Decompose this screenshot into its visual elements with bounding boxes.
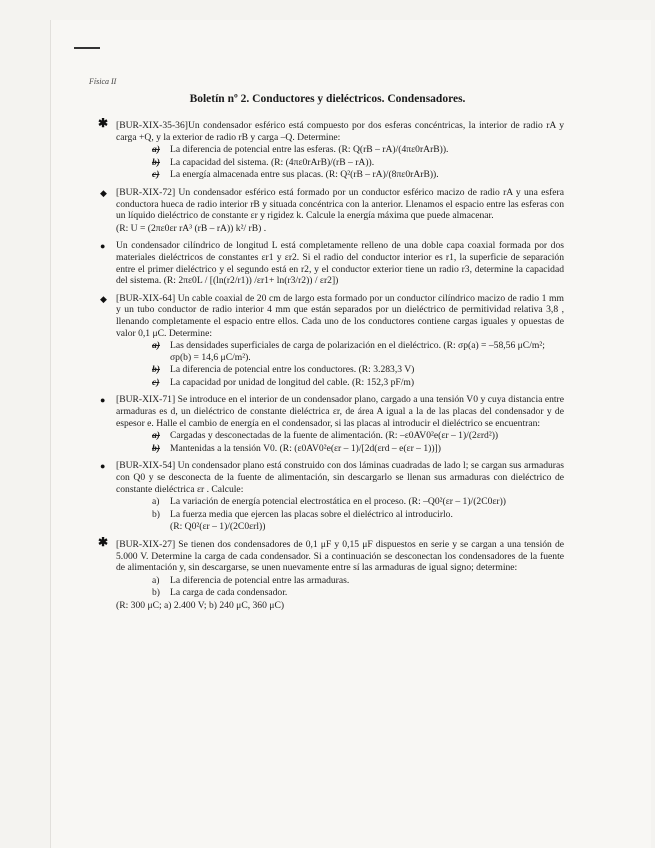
item-text: Mantenidas a la tensión V0. (R: (ε0AV0²e(εr – 1)/[2d(εrd – e(εr – 1))]) [170,442,441,454]
problem-text: [BUR-XIX-71] Se introduce en el interior de un condensador plano, cargado a una tensión V0 y cuya distancia entre armaduras es d, un dieléctrico de constante dieléctrica εr, de área A igual a la de las placas del condensador y de espesor e. Halle el cambio de energía en el condensador, si las placas al introducir el dieléctrico se encuentran: [116,394,564,429]
sub-item [116,443,564,455]
item-text: La diferencia de potencial entre las armaduras. [170,574,350,586]
item-mark: a) [152,496,160,508]
asterisk-bullet-icon: ✱ [98,116,109,130]
problem-3 [98,240,564,286]
sub-item [116,377,564,389]
sub-item [116,496,564,508]
problem-5 [98,394,564,454]
item-mark: b) [152,587,160,599]
problem-7 [98,535,564,612]
sub-item [116,157,564,169]
item-text: La diferencia de potencial entre los conductores. (R: 3.283,3 V) [170,364,415,376]
sub-item [116,364,564,376]
item-mark: a) [152,144,160,156]
dot-bullet-icon: ● [100,241,106,252]
diamond-bullet-icon: ◆ [100,293,107,304]
item-text: Cargadas y desconectadas de la fuente de alimentación. (R: –ε0AV0²e(εr – 1)/(2εrd²)) [170,430,499,442]
item-text: La energía almacenada entre sus placas. (R: Q²(rB – rA)/(8πε0rArB)). [170,169,439,181]
sub-item [116,144,564,156]
item-text: Las densidades superficiales de carga de polarización en el dieléctrico. (R: σp(a) = –58,56 μC/m²; σp(b) = 14,6 μC/m²). [170,340,545,363]
answer: (R: U = (2πε0εr rA³ (rB – rA)) k²/ rB) . [116,222,267,234]
sub-item [116,430,564,442]
document-title: Boletín nº 2. Conductores y dieléctricos. Condensadores. [189,93,466,105]
sub-item [116,169,564,181]
problem-2 [98,187,564,234]
problem-text: [BUR-XIX-72] Un condensador esférico está formado por un conductor esférico macizo de radio rA y una esfera conductora hueca de radio interior rB y situada concéntrica con la anterior. Llenamos el espacio entre las esferas con un líquido dieléctrico de constante εr y rigidez k. Calcule la energía máxima que puede almacenar. [116,186,564,222]
answer: (R: Q0²(εr – 1)/(2C0εrl)) [170,521,266,533]
sub-item [116,509,564,521]
item-text: La carga de cada condensador. [170,587,288,599]
problem-list [98,116,564,618]
item-text: La fuerza media que ejercen las placas sobre el dieléctrico al introducirlo. [170,508,453,520]
problem-text: Un condensador cilíndrico de longitud L está completamente relleno de una doble capa coaxial formada por dos materiales dieléctricos de constantes εr1 y εr2. Si el radio del conductor interior es r1, la superficie de separación entre el primer dieléctrico y el segundo está en r2, y el conductor exterior tiene un radio r3, determine la capacidad del sistema. (R: 2πε0L / [(ln(r2/r1)) /εr1+ ln(r3/r2)) / εr2]) [116,240,564,287]
item-text: La variación de energía potencial electrostática en el proceso. (R: –Q0²(εr – 1)/(2C0εr)) [170,496,507,508]
sub-item [116,340,564,363]
item-mark: a) [152,340,160,352]
item-mark: a) [152,430,160,442]
item-mark: b) [152,364,160,376]
item-text: La diferencia de potencial entre las esferas. (R: Q(rB – rA)/(4πε0rArB)). [170,144,449,156]
answer: (R: 300 μC; a) 2.400 V; b) 240 μC, 360 μC) [116,599,285,611]
item-mark: a) [152,574,160,586]
problem-text: [BUR-XIX-27] Se tienen dos condensadores de 0,1 μF y 0,15 μF dispuestos en serie y se cargan a una tensión de 5.000 V. Determine la carga de cada condensador. Si a continuación se desconectan los condensadores de la fuente de alimentación y, sin descargarse, se unen nuevamente entre sí las armaduras de igual signo; determine: [116,539,564,574]
dot-bullet-icon: ● [100,461,106,472]
problem-1 [98,116,564,181]
sub-item [116,587,564,599]
item-mark: b) [152,156,160,168]
dot-bullet-icon: ● [100,395,106,406]
problem-text: [BUR-XIX-64] Un cable coaxial de 20 cm de largo esta formado por un conductor cilíndrico macizo de radio 1 mm y un tubo conductor de radio interior 4 mm que están separados por un dieléctrico de permitividad relativa 3,8 , llenando completamente el espacio entre ellos. Cada uno de los conductores contiene cargas iguales y opuestas de valor 0,1 μC. Determine: [116,292,564,339]
item-text: La capacidad por unidad de longitud del cable. (R: 152,3 pF/m) [170,376,415,388]
item-text: La capacidad del sistema. (R: (4πε0rArB)/(rB – rA)). [170,156,375,168]
problem-text: [BUR-XIX-35-36]Un condensador esférico está compuesto por dos esferas concéntricas, la interior de radio rA y carga +Q, y la exterior de radio rB y carga –Q. Determine: [116,120,564,143]
problem-4 [98,293,564,389]
margin-dash [74,47,100,49]
asterisk-bullet-icon: ✱ [98,535,109,549]
item-mark: c) [152,376,160,388]
sub-item [116,575,564,587]
item-mark: c) [152,169,160,181]
course-label: Física II [89,77,117,86]
item-mark: b) [152,508,160,520]
item-mark: b) [152,442,160,454]
problem-6 [98,460,564,533]
diamond-bullet-icon: ◆ [100,187,107,198]
problem-text: [BUR-XIX-54] Un condensador plano está construido con dos láminas cuadradas de lado l; se cargan sus armaduras con Q0 y se desconecta de la fuente de alimentación, sin descargarlo se llenan sus armaduras con dieléctrico de constante dieléctrica εr . Calcule: [116,460,564,495]
